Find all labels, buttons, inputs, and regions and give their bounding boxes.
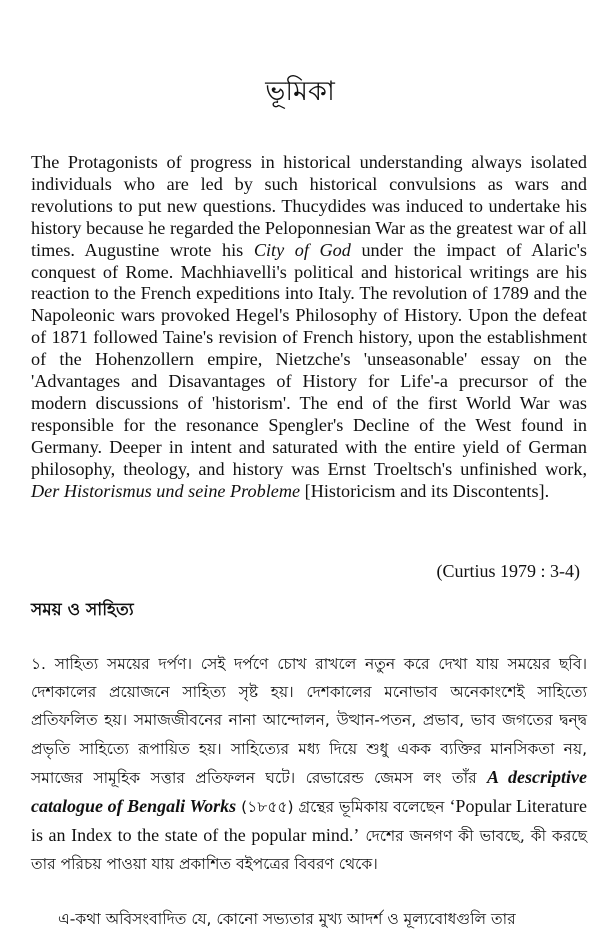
section-text-3: দেশের জনগণ কী ভাবছে, কী করছে তার পরিচয় পাওয়া যায় প্রকাশিত বইপত্রের বিবরণ থেকে। <box>31 827 588 874</box>
intro-text-2: under the impact of Alaric's conquest of Rome. Machhiavelli's political and historical writings are his reaction to the French expeditions into Italy. The revolution of 1789 and the Napoleonic wars provoked Hegel's Philosophy of History. Upon the defeat of 1871 followed Taine's revision of French history, upon the establishment of the Hohenzollern empire, Nietzche's 'unseasonable' essay on the 'Advantages and Disavantages of History for Life'-a precursor of the modern discussions of 'historism'. The end of the first World War was responsible for the resonance Spengler's Decline of the West found in Germany. Deeper in intent and saturated with the entire yield of German philosophy, theology, and history was Ernst Troeltsch's unfinished work, <box>31 239 587 479</box>
intro-paragraph <box>31 152 587 503</box>
intro-title-der-historismus: Der Historismus und seine Probleme <box>31 480 301 501</box>
page-title: ভূমিকা <box>265 76 335 107</box>
section-paragraph-1 <box>31 650 587 879</box>
citation: (Curtius 1979 : 3-4) <box>436 561 580 581</box>
section-paragraph-2: এ-কথা অবিসংবাদিত যে, কোনো সভ্যতার মুখ্য আদর্শ ও মূল্যবোধগুলি তার <box>58 910 516 928</box>
long-quote: ‘Popular Literature is an Index to the state of the popular mind.’ <box>31 796 587 846</box>
section-heading: সময় ও সাহিত্য <box>31 600 134 620</box>
intro-title-city-of-god: City of God <box>253 239 351 260</box>
section-text-2: (১৮৫৫) গ্রন্থের ভূমিকায় বলেছেন <box>236 798 450 817</box>
catalogue-title: A descriptive catalogue of Bengali Works <box>31 766 587 817</box>
intro-text-1: The Protagonists of progress in historical understanding always isolated individuals who are led by such historical convulsions as wars and revolutions to put new questions. Thucydides was induced to undertake his history because he regarded the Peloponnesian War as the greatest war of all times. Augustine wrote his <box>31 152 587 260</box>
section-text-1: ১. সাহিত্য সময়ের দর্পণ। সেই দর্পণে চোখ রাখলে নতুন করে দেখা যায় সময়ের ছবি। দেশকালের প্রয়োজনে সাহিত্য সৃষ্ট হয়। দেশকালের মনোভাব অনেকাংশেই সাহিত্যে প্রতিফলিত হয়। সমাজজীবনের নানা আন্দোলন, উত্থান-পতন, প্রভাব, ভাব জগতের দ্বন্দ্ব প্রভৃতি সাহিত্যে রূপায়িত হয়। সাহিত্যের মধ্য দিয়ে শুধু একক ব্যক্তির মানসিকতা নয়, সমাজের সামূহিক সত্তার প্রতিফলন ঘটে। রেভারেন্ড জেমস লং তাঁর <box>31 655 587 787</box>
intro-text-3: [Historicism and its Discontents]. <box>300 480 550 501</box>
